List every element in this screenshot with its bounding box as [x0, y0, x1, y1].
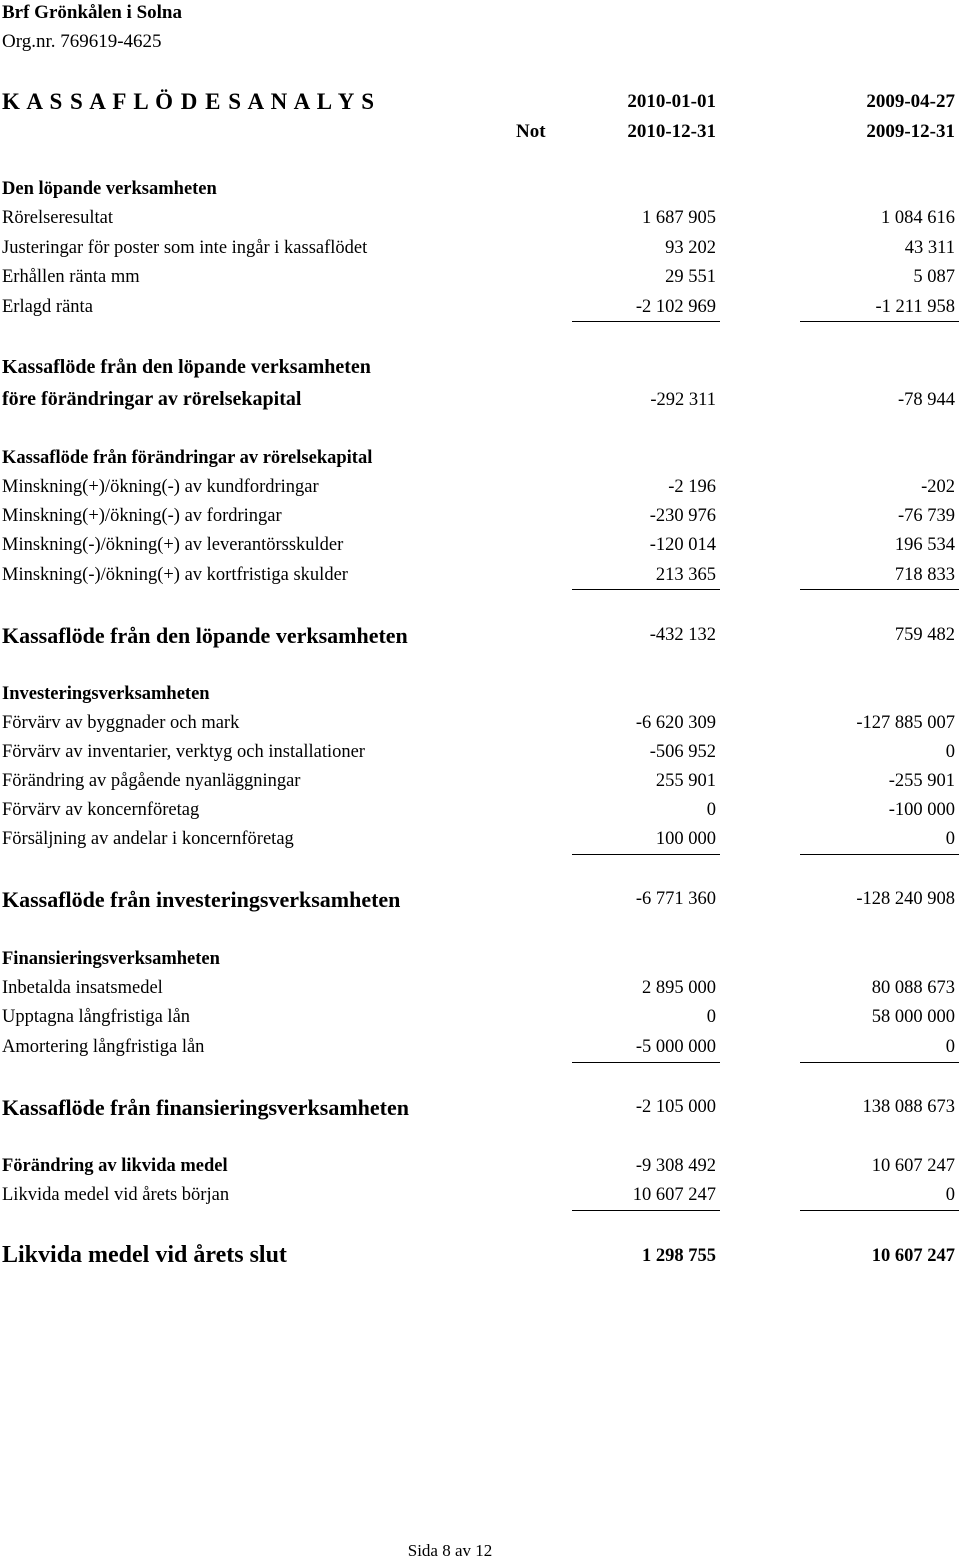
- row-value-2009: -1 211 958: [875, 297, 955, 317]
- row-label: Förändring av pågående nyanläggningar: [2, 771, 301, 791]
- section-heading: Finansieringsverksamheten: [2, 949, 220, 969]
- row-label: Minskning(+)/ökning(-) av kundfordringar: [2, 477, 319, 497]
- row-value-2009: -100 000: [888, 800, 955, 820]
- row-value-2010: 29 551: [665, 267, 716, 287]
- total-value-2010: 1 298 755: [642, 1246, 716, 1266]
- row-label: Förvärv av inventarier, verktyg och installationer: [2, 742, 365, 762]
- section-heading: Kassaflöde från förändringar av rörelsekapital: [2, 448, 373, 468]
- row-value-2009: 0: [945, 742, 955, 762]
- subtotal-rule: [572, 321, 720, 322]
- subtotal-value-2010: -6 771 360: [635, 889, 716, 909]
- row-value-2009: 58 000 000: [871, 1007, 955, 1027]
- row-label: Minskning(+)/ökning(-) av fordringar: [2, 506, 282, 526]
- subtotal-rule: [572, 1210, 720, 1211]
- subtotal-value-2009: -78 944: [897, 390, 955, 410]
- row-label: Inbetalda insatsmedel: [2, 978, 163, 998]
- row-label: Minskning(-)/ökning(+) av kortfristiga skulder: [2, 565, 348, 585]
- row-value-2009: 0: [945, 1185, 955, 1205]
- row-label: Försäljning av andelar i koncernföretag: [2, 829, 294, 849]
- subtotal-label: Kassaflöde från den löpande verksamheten: [2, 356, 371, 378]
- row-value-2009: 0: [945, 829, 955, 849]
- row-label: Justeringar för poster som inte ingår i kassaflödet: [2, 238, 368, 258]
- row-label: Minskning(-)/ökning(+) av leverantörsskulder: [2, 535, 344, 555]
- subtotal-rule: [572, 854, 720, 855]
- row-label: Rörelseresultat: [2, 208, 113, 228]
- row-value-2010: 2 895 000: [642, 978, 716, 998]
- subtotal-rule: [800, 321, 959, 322]
- period2-from: 2009-04-27: [866, 91, 955, 112]
- row-label: Förvärv av koncernföretag: [2, 800, 200, 820]
- row-value-2009: 1 084 616: [881, 208, 955, 228]
- row-value-2009: -255 901: [888, 771, 955, 791]
- subtotal-value-2010: -432 132: [649, 625, 716, 645]
- row-value-2009: 43 311: [904, 238, 955, 258]
- row-value-2009: 196 534: [894, 535, 955, 555]
- row-label: Erlagd ränta: [2, 297, 93, 317]
- org-number: Org.nr. 769619-4625: [2, 31, 162, 52]
- row-value-2010: 100 000: [655, 829, 716, 849]
- subtotal-label: Kassaflöde från investeringsverksamheten: [2, 887, 401, 912]
- row-value-2009: 0: [945, 1037, 955, 1057]
- subtotal-rule: [800, 1062, 959, 1063]
- subtotal-value-2009: -128 240 908: [856, 889, 955, 909]
- subtotal-rule: [800, 1210, 959, 1211]
- row-value-2010: -120 014: [649, 535, 716, 555]
- row-value-2009: 10 607 247: [871, 1156, 955, 1176]
- period2-to: 2009-12-31: [866, 121, 955, 142]
- row-value-2010: 0: [706, 800, 716, 820]
- row-value-2010: -5 000 000: [635, 1037, 716, 1057]
- subtotal-label: före förändringar av rörelsekapital: [2, 388, 302, 410]
- total-value-2009: 10 607 247: [871, 1246, 955, 1266]
- row-label: Förändring av likvida medel: [2, 1156, 228, 1176]
- subtotal-rule: [572, 1062, 720, 1063]
- row-value-2010: 0: [706, 1007, 716, 1027]
- section-heading: Den löpande verksamheten: [2, 179, 217, 199]
- row-label: Förvärv av byggnader och mark: [2, 713, 240, 733]
- row-value-2010: -6 620 309: [635, 713, 716, 733]
- subtotal-value-2009: 138 088 673: [862, 1097, 955, 1117]
- org-name: Brf Grönkålen i Solna: [2, 2, 182, 23]
- row-value-2010: 255 901: [655, 771, 716, 791]
- subtotal-value-2010: -292 311: [650, 390, 716, 410]
- row-value-2010: -2 102 969: [635, 297, 716, 317]
- row-label: Likvida medel vid årets början: [2, 1185, 230, 1205]
- row-label: Amortering långfristiga lån: [2, 1037, 205, 1057]
- row-value-2009: -76 739: [897, 506, 955, 526]
- row-value-2009: -127 885 007: [856, 713, 955, 733]
- row-value-2009: 5 087: [913, 267, 955, 287]
- row-value-2009: -202: [921, 477, 955, 497]
- subtotal-value-2009: 759 482: [894, 625, 955, 645]
- row-value-2010: 1 687 905: [642, 208, 716, 228]
- subtotal-rule: [572, 589, 720, 590]
- total-label: Likvida medel vid årets slut: [2, 1242, 287, 1268]
- section-heading: Investeringsverksamheten: [2, 684, 210, 704]
- subtotal-value-2010: -2 105 000: [635, 1097, 716, 1117]
- period1-from: 2010-01-01: [627, 91, 716, 112]
- note-column-header: Not: [516, 121, 546, 142]
- row-value-2010: -506 952: [649, 742, 716, 762]
- row-value-2010: 93 202: [665, 238, 716, 258]
- subtotal-rule: [800, 589, 959, 590]
- row-value-2010: 10 607 247: [632, 1185, 716, 1205]
- page-title: K A S S A F L Ö D E S A N A L Y S: [2, 89, 376, 114]
- row-value-2009: 718 833: [894, 565, 955, 585]
- subtotal-rule: [800, 854, 959, 855]
- row-label: Erhållen ränta mm: [2, 267, 140, 287]
- row-value-2010: 213 365: [655, 565, 716, 585]
- subtotal-label: Kassaflöde från den löpande verksamheten: [2, 623, 408, 648]
- row-value-2010: -230 976: [649, 506, 716, 526]
- row-value-2009: 80 088 673: [871, 978, 955, 998]
- period1-to: 2010-12-31: [627, 121, 716, 142]
- row-label: Upptagna långfristiga lån: [2, 1007, 191, 1027]
- row-value-2010: -9 308 492: [635, 1156, 716, 1176]
- page-number: Sida 8 av 12: [407, 1541, 493, 1560]
- subtotal-label: Kassaflöde från finansieringsverksamheten: [2, 1095, 409, 1120]
- row-value-2010: -2 196: [668, 477, 716, 497]
